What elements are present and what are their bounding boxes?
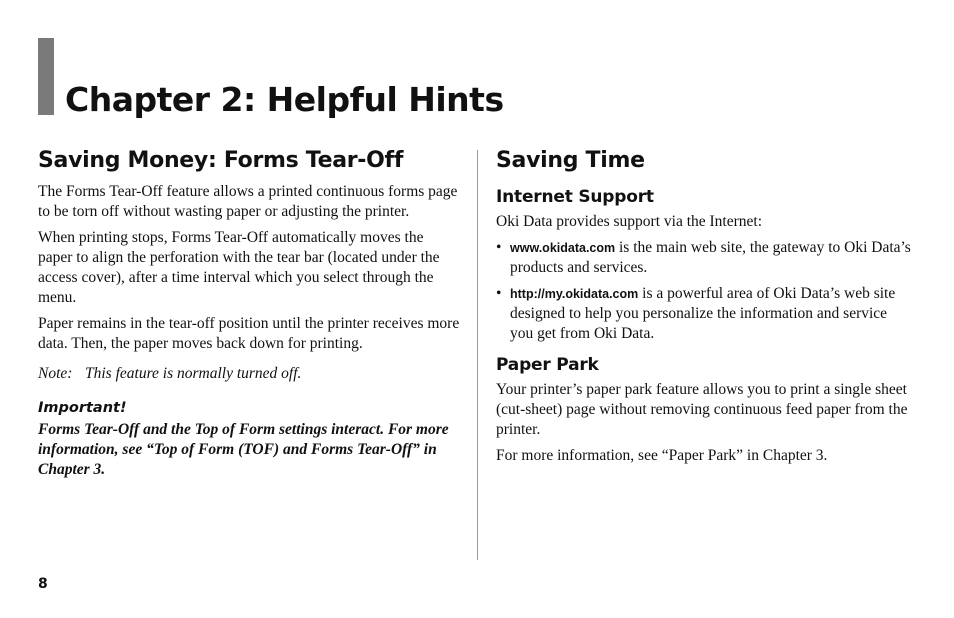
note-text: This feature is normally turned off. — [85, 365, 302, 382]
website-link[interactable]: www.okidata.com — [510, 241, 616, 255]
left-column — [38, 146, 460, 480]
paragraph: Paper remains in the tear-off position until the printer receives more data. Then, the paper moves back down for printing. — [38, 315, 460, 352]
important-text: Forms Tear-Off and the Top of Form settings interact. For more information, see “Top of Form (TOF) and Forms Tear-Off” in Chapter 3. — [38, 421, 449, 478]
note — [38, 364, 460, 384]
list-item-text: is a powerful area of Oki Data’s web site designed to help you personalize the information and service you get from Oki Data. — [510, 285, 896, 342]
section-heading-saving-time: Saving Time — [496, 148, 645, 173]
page-number: 8 — [38, 576, 48, 592]
chapter-title: Chapter 2: Helpful Hints — [65, 80, 504, 119]
right-column — [496, 146, 914, 472]
paragraph: For more information, see “Paper Park” in Chapter 3. — [496, 447, 828, 464]
important-heading: Important! — [38, 400, 127, 416]
subheading-internet-support: Internet Support — [496, 187, 654, 207]
paragraph: The Forms Tear-Off feature allows a printed continuous forms page to be torn off without wasting paper or adjusting the printer. — [38, 183, 458, 220]
paragraph: Your printer’s paper park feature allows you to print a single sheet (cut-sheet) page without removing continuous feed paper from the printer. — [496, 381, 908, 438]
subheading-paper-park: Paper Park — [496, 355, 599, 375]
my-okidata-link[interactable]: http://my.okidata.com — [510, 287, 639, 301]
list-item-text: is the main web site, the gateway to Oki Data’s products and services. — [510, 239, 911, 276]
section-heading-saving-money: Saving Money: Forms Tear-Off — [38, 148, 404, 173]
chapter-marker-bar — [38, 38, 54, 115]
paragraph: Oki Data provides support via the Internet: — [496, 213, 763, 230]
list-item — [496, 284, 914, 344]
note-label: Note: — [38, 365, 73, 382]
column-divider — [477, 150, 478, 560]
list-item — [496, 238, 914, 278]
paragraph: When printing stops, Forms Tear-Off automatically moves the paper to align the perforation with the tear bar (located under the access cover), after a time interval which you select through the menu. — [38, 229, 440, 306]
link-list — [496, 238, 914, 344]
